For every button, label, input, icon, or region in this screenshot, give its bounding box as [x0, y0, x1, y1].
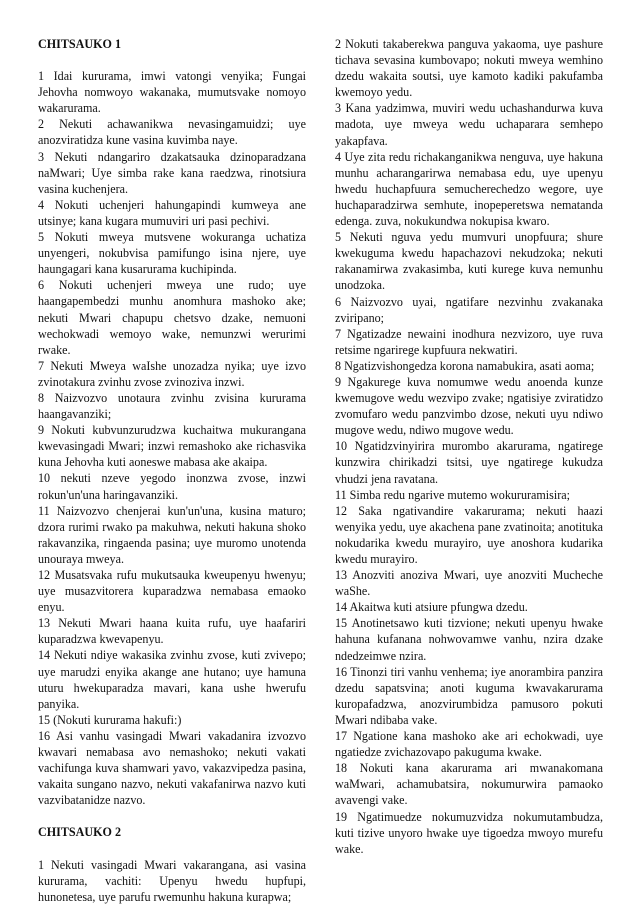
verse: 8 Ngatizvishongedza korona namabukira, asati aoma; [335, 358, 595, 373]
left-column [38, 36, 306, 904]
verse: 14 Akaitwa kuti atsiure pfungwa dzedu. [335, 600, 528, 615]
verse: 10 Ngatidzvinyirira murombo akarurama, ngatirege kunzwira chirikadzi tsitsi, uye ngatirege kukudza vhudzi jena ravatana. [335, 439, 603, 486]
verse: 9 Ngakurege kuva nomumwe wedu anoenda kunze kwemugove wedu wezvipo zvake; ngatisiye zviratidzo zvomufaro wedu panzvimbo dzose, nekuti uyu ndiwo mugove wedu, ndiwo mugove wedu. [335, 374, 603, 438]
verse: 15 Anotinetsawo kuti tizvione; nekuti upenyu hwake hahuna kufanana nohwovamwe vanhu, nzira dzake ndedzeimwe nzira. [335, 616, 603, 663]
verse: 5 Nokuti mweya mutsvene wokuranga uchatiza unyengeri, nokubvisa pamifungo isina njere, uye haungagari kana kusarurama kuchipinda. [38, 230, 306, 277]
verse: 4 Uye zita redu richakanganikwa nenguva, uye hakuna munhu acharangarirwa nemabasa edu, uye upenyu hwedu huchapfuura semucherechedzo wegore, uye huchaparadzirwa semhute, inopeperetswa nematanda edenga. zuva, nokukundwa nokupisa kwaro. [335, 149, 603, 229]
verse: 3 Kana yadzimwa, muviri wedu uchashandurwa kuva madota, uye mweya wedu uchaparara semhepo yakapfava. [335, 101, 603, 148]
verse: 16 Tinonzi tiri vanhu venhema; iye anorambira panzira dzedu sapatsvina; anoti kuguma kwavakarurama kuropafadzwa, anozvirumbidza pamusoro pokuti Mwari ndibaba vake. [335, 664, 603, 727]
verse: 6 Nokuti uchenjeri mweya une rudo; uye haangapembedzi munhu anomhura mashoko ake; nekuti Mwari chapupu chetsvo dzake, nemuoni wechokwadi wemoyo wake, nemunzwi werurimi rwake. [38, 278, 306, 357]
chapter-2-heading: CHITSAUKO 2 [38, 825, 121, 840]
verse: 4 Nokuti uchenjeri hahungapindi kumweya ane utsinye; kana kugara mumuviri uri pasi pechivi. [38, 197, 306, 228]
chapter-1-heading: CHITSAUKO 1 [38, 37, 121, 51]
verse: 13 Anozviti anoziva Mwari, uye anozviti Mucheche waShe. [335, 568, 603, 599]
verse: 11 Simba redu ngarive mutemo wokururamisira; [335, 487, 570, 502]
verse: 5 Nekuti nguva yedu mumvuri unopfuura; shure kwekuguma kwedu hapachazovi nekudzoka; nekuti rakanamirwa zvakasimba, kuti kurege kuva nemunhu unodzoka. [335, 230, 603, 293]
verse: 12 Musatsvaka rufu mukutsauka kweupenyu hwenyu; uye musazvitorera kuparadzwa nemabasa emaoko enyu. [38, 568, 306, 615]
verse: 10 nekuti nzeve yegodo inonzwa zvose, inzwi rokun'un'una haringavanziki. [38, 471, 306, 502]
verse: 6 Naizvozvo uyai, ngatifare nezvinhu zvakanaka zviripano; [335, 294, 603, 325]
verse: 1 Idai kururama, imwi vatongi venyika; Fungai Jehovha nomwoyo wakanaka, mumutsvake nomoyo wakarurama. [38, 69, 306, 116]
verse: 7 Nekuti Mweya waIshe unozadza nyika; uye izvo zvinotakura zvinhu zvose zvinoziva inzwi. [38, 358, 306, 389]
verse: 9 Nokuti kubvunzurudzwa kuchaitwa mukurangana kwevasingadi Mwari; inzwi remashoko ake richasvika kuna Jehovha kuti aoneswe mabasa ake akaipa. [38, 423, 306, 470]
verse: 1 Nekuti vasingadi Mwari vakarangana, asi vasina kururama, vachiti: Upenyu hwedu hupfupi, hunonetesa, uye parufu rwemunhu hakuna kurapwa; [38, 857, 306, 904]
verse: 15 (Nokuti kururama hakufi:) [38, 712, 182, 727]
verse: 8 Naizvozvo unotaura zvinhu zvisina kururama haangavanziki; [38, 390, 306, 422]
verse: 2 Nokuti takaberekwa panguva yakaoma, uye pashure tichava sevasina kumbovapo; nokuti mweya wemhino dzedu wakaita soutsi, uye kamoto kadiki pakufamba kwemoyo yedu. [335, 37, 603, 100]
verse: 11 Naizvozvo chenjerai kun'un'una, kusina maturo; dzora rurimi rwako pa makuhwa, nekuti hakuna shoko rakavanzika, ringaenda pasina; uye muromo unotenda unouraya mweya. [38, 503, 306, 566]
verse: 19 Ngatimuedze nokumuzvidza nokumutambudza, kuti tizive unyoro hwake uye tigoedza mwoyo murefu wake. [335, 809, 603, 856]
verse: 17 Ngatione kana mashoko ake ari echokwadi, uye ngatiedze zvichazovapo pakuguma kwake. [335, 729, 603, 760]
verse: 18 Nokuti kana akarurama ari mwanakomana waMwari, achamubatsira, nokumurwira pamaoko avavengi vake. [335, 761, 603, 808]
verse: 16 Asi vanhu vasingadi Mwari vakadanira izvozvo kwavari nemabasa avo nemashoko; nekuti vakati vachifunga kuva shamwari yavo, vakazvipedza pasina, vakaita sungano nazvo, nekuti vakafanirwa nazvo kuti vazvibatanidze nazvo. [38, 728, 306, 808]
verse: 13 Nekuti Mwari haana kuita rufu, uye haafariri kuparadzwa kwevapenyu. [38, 616, 306, 647]
verse: 14 Nekuti ndiye wakasika zvinhu zvose, kuti zvivepo; uye marudzi enyika akange ane hutano; uye hamuna uturu hwekuparadza mavari, kana ushe hwerufu panyika. [38, 648, 306, 711]
verse: 2 Nekuti achawanikwa nevasingamuidzi; uye anozviratidza kune vasina kuvimba naye. [38, 117, 306, 148]
verse: 3 Nekuti ndangariro dzakatsauka dzinoparadzana naMwari; Uye simba rake kana raedzwa, rinotsiura vasina kuchenjera. [38, 149, 306, 196]
verse: 7 Ngatizadze newaini inodhura nezvizoro, uye ruva retsime ngarirege kupfuura nekwatiri. [335, 326, 603, 357]
document-page [38, 36, 603, 904]
verse: 12 Saka ngativandire vakarurama; nekuti haazi wenyika yedu, uye akachena pane zvatinoita; anotituka nokudarika kwedu murayiro, uye anoshora kudarika kwedu murayiro. [335, 503, 603, 566]
right-column [335, 36, 603, 876]
